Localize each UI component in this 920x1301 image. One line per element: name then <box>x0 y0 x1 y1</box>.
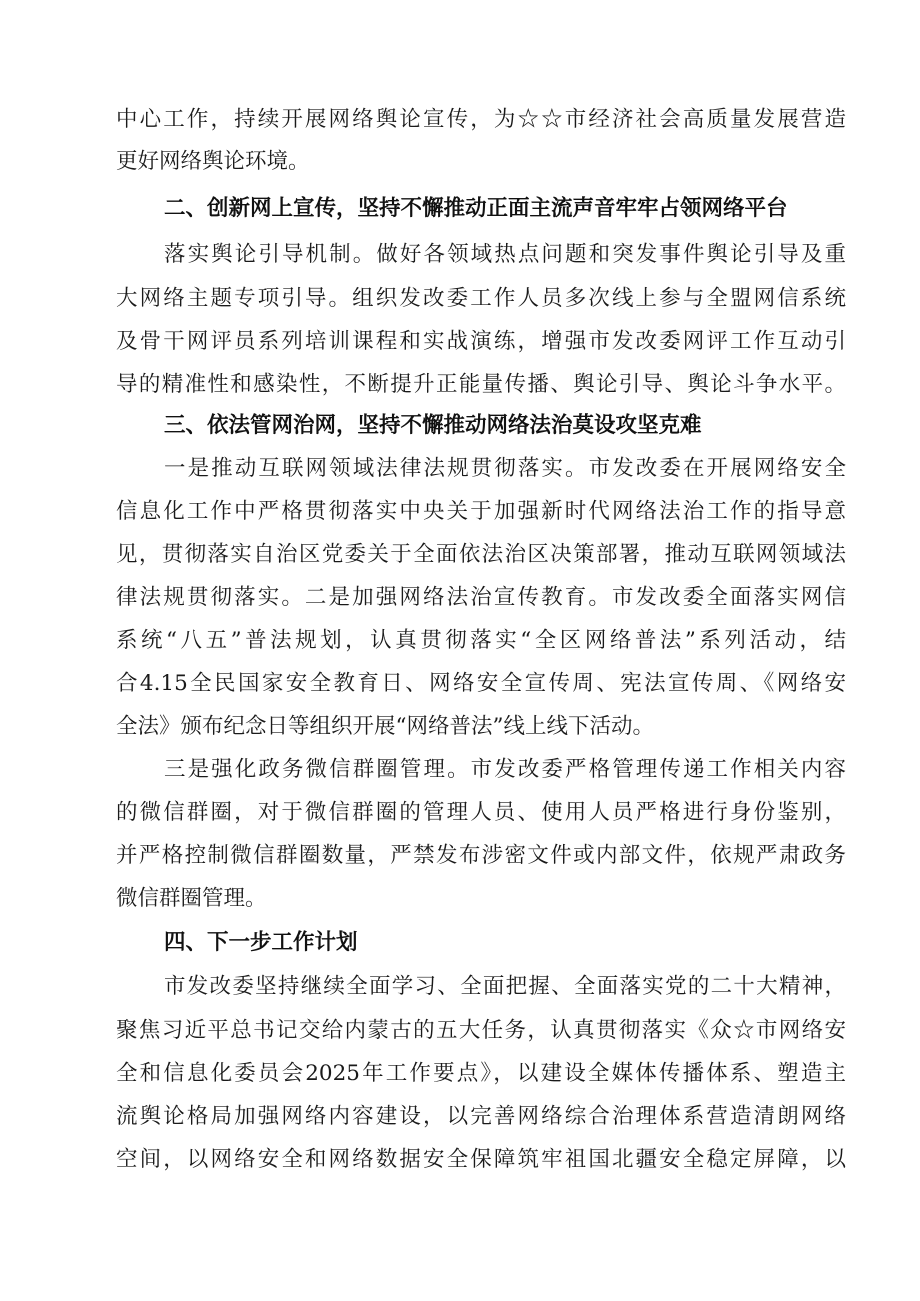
paragraph-line: 全法》颁布纪念日等组织开展“网络普法”线上线下活动。 <box>116 714 654 739</box>
paragraph-line: 空间，以网络安全和网络数据安全保障筑牢祖国北疆安全稳定屏障，以 <box>116 1147 846 1172</box>
paragraph-line: 微信群圈管理。 <box>116 886 267 911</box>
paragraph-line: 系统“八五”普法规划，认真贯彻落实“全区网络普法”系列活动，结 <box>116 628 846 653</box>
section-heading-3: 三、依法管网治网，坚持不懈推动网络法治莫设攻坚克难 <box>164 413 702 438</box>
paragraph-line: 市发改委坚持继续全面学习、全面把握、全面落实党的二十大精神， <box>164 974 846 999</box>
paragraph-line: 流舆论格局加强网络内容建设，以完善网络综合治理体系营造清朗网络 <box>116 1104 846 1129</box>
section-heading-4: 四、下一步工作计划 <box>164 930 358 955</box>
section-heading-2: 二、创新网上宣传，坚持不懈推动正面主流声音牢牢占领网络平台 <box>164 196 788 221</box>
paragraph-line: 落实舆论引导机制。做好各领域热点问题和突发事件舆论引导及重 <box>164 242 846 267</box>
paragraph-line: 一是推动互联网领域法律法规贯彻落实。市发改委在开展网络安全 <box>164 456 846 481</box>
paragraph-line: 中心工作，持续开展网络舆论宣传，为☆☆市经济社会高质量发展营造 <box>116 107 846 132</box>
paragraph-line: 合4.15全民国家安全教育日、网络安全宣传周、宪法宣传周、《网络安 <box>116 671 846 696</box>
paragraph-line: 并严格控制微信群圈数量，严禁发布涉密文件或内部文件，依规严肃政务 <box>116 843 846 868</box>
paragraph-line: 及骨干网评员系列培训课程和实战演练，增强市发改委网评工作互动引 <box>116 329 846 354</box>
paragraph-line: 的微信群圈，对于微信群圈的管理人员、使用人员严格进行身份鉴别， <box>116 800 846 825</box>
paragraph-line: 全和信息化委员会2025年工作要点》，以建设全媒体传播体系、塑造主 <box>116 1061 846 1086</box>
paragraph-line: 三是强化政务微信群圈管理。市发改委严格管理传递工作相关内容 <box>164 757 846 782</box>
paragraph-line: 见，贯彻落实自治区党委关于全面依法治区决策部署，推动互联网领域法 <box>116 542 846 567</box>
paragraph-line: 导的精准性和感染性，不断提升正能量传播、舆论引导、舆论斗争水平。 <box>116 372 846 397</box>
paragraph-line: 更好网络舆论环境。 <box>116 149 310 174</box>
paragraph-line: 聚焦习近平总书记交给内蒙古的五大任务，认真贯彻落实《众☆市网络安 <box>116 1018 846 1043</box>
paragraph-line: 律法规贯彻落实。二是加强网络法治宣传教育。市发改委全面落实网信 <box>116 585 846 610</box>
paragraph-line: 大网络主题专项引导。组织发改委工作人员多次线上参与全盟网信系统 <box>116 286 846 311</box>
paragraph-line: 信息化工作中严格贯彻落实中央关于加强新时代网络法治工作的指导意 <box>116 499 846 524</box>
